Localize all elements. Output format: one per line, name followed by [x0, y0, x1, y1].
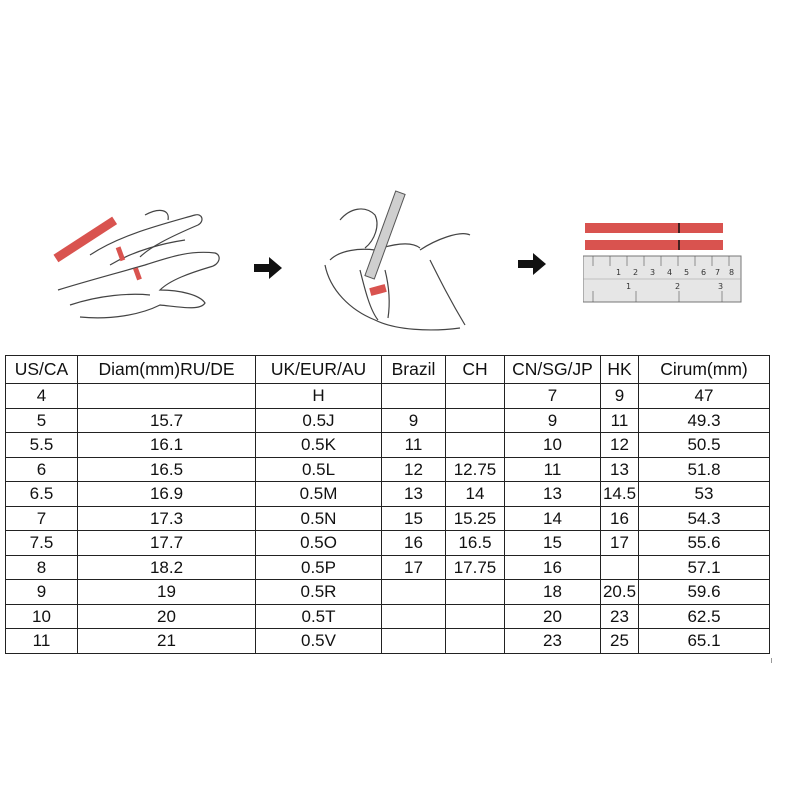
ruler-with-marked-strips-icon — [583, 221, 743, 311]
table-cell: 5 — [6, 408, 78, 433]
table-cell: 65.1 — [639, 629, 770, 654]
table-cell: 21 — [78, 629, 256, 654]
ruler-number: 2 — [633, 268, 639, 277]
table-cell: 0.5N — [256, 506, 382, 531]
table-cell: 9 — [505, 408, 601, 433]
table-row — [6, 629, 770, 654]
table-cell: 23 — [505, 629, 601, 654]
table-cell: 16 — [601, 506, 639, 531]
table-cell — [446, 408, 505, 433]
table-cell: 7 — [6, 506, 78, 531]
table-cell: 15 — [382, 506, 446, 531]
table-cell: 13 — [382, 482, 446, 507]
table-cell: 11 — [382, 433, 446, 458]
table-cell: 51.8 — [639, 457, 770, 482]
ruler-number: 6 — [701, 268, 707, 277]
header-cn-sg-jp: CN/SG/JP — [505, 356, 601, 384]
table-row — [6, 506, 770, 531]
table-cell: 17.3 — [78, 506, 256, 531]
table-cell — [601, 555, 639, 580]
table-cell: 18 — [505, 580, 601, 605]
table-cell: 20 — [505, 604, 601, 629]
header-diam-ru-de: Diam(mm)RU/DE — [78, 356, 256, 384]
table-cell: 15.7 — [78, 408, 256, 433]
table-cell — [446, 384, 505, 409]
ruler-number: 4 — [667, 268, 673, 277]
table-cell: 0.5T — [256, 604, 382, 629]
table-row — [6, 384, 770, 409]
table-cell: 9 — [382, 408, 446, 433]
table-cell: 47 — [639, 384, 770, 409]
table-cell: 50.5 — [639, 433, 770, 458]
table-cell: 6 — [6, 457, 78, 482]
table-cell: 16.9 — [78, 482, 256, 507]
table-cell — [382, 604, 446, 629]
stray-mark — [771, 658, 772, 663]
table-cell: 14 — [505, 506, 601, 531]
table-cell: 19 — [78, 580, 256, 605]
table-cell: 20.5 — [601, 580, 639, 605]
table-cell: 0.5K — [256, 433, 382, 458]
table-cell: 6.5 — [6, 482, 78, 507]
header-us-ca: US/CA — [6, 356, 78, 384]
table-cell: 17.7 — [78, 531, 256, 556]
table-cell: 12 — [601, 433, 639, 458]
header-hk: HK — [601, 356, 639, 384]
table-cell: 59.6 — [639, 580, 770, 605]
ruler-number: 3 — [650, 268, 656, 277]
table-cell: 55.6 — [639, 531, 770, 556]
table-cell: 13 — [601, 457, 639, 482]
ring-size-table — [5, 355, 770, 654]
table-cell: 11 — [505, 457, 601, 482]
table-cell: 54.3 — [639, 506, 770, 531]
table-cell: 13 — [505, 482, 601, 507]
table-cell — [382, 580, 446, 605]
table-cell: 16 — [505, 555, 601, 580]
table-cell: 9 — [6, 580, 78, 605]
table-header-row — [6, 356, 770, 384]
table-cell — [382, 384, 446, 409]
table-cell: 15 — [505, 531, 601, 556]
table-cell: 17.75 — [446, 555, 505, 580]
table-cell: 10 — [6, 604, 78, 629]
table-cell: 16.5 — [78, 457, 256, 482]
table-row — [6, 482, 770, 507]
header-uk-eur-au: UK/EUR/AU — [256, 356, 382, 384]
table-cell: 18.2 — [78, 555, 256, 580]
ruler-number: 2 — [675, 282, 681, 291]
table-cell: 5.5 — [6, 433, 78, 458]
arrow-right-icon — [254, 257, 282, 279]
table-cell: 62.5 — [639, 604, 770, 629]
pen-marking-strip-on-finger-icon — [320, 190, 480, 340]
table-cell: 4 — [6, 384, 78, 409]
table-cell: 11 — [6, 629, 78, 654]
table-cell — [446, 580, 505, 605]
table-cell: 11 — [601, 408, 639, 433]
header-ch: CH — [446, 356, 505, 384]
table-cell: 20 — [78, 604, 256, 629]
table-cell: 57.1 — [639, 555, 770, 580]
table-cell: 49.3 — [639, 408, 770, 433]
header-circum: Cirum(mm) — [639, 356, 770, 384]
table-cell — [446, 629, 505, 654]
ruler-number: 8 — [729, 268, 735, 277]
table-cell: 17 — [601, 531, 639, 556]
arrow-right-icon — [518, 253, 546, 275]
ruler-number: 3 — [718, 282, 724, 291]
table-cell — [78, 384, 256, 409]
table-cell: 16.5 — [446, 531, 505, 556]
table-row — [6, 457, 770, 482]
table-cell: 17 — [382, 555, 446, 580]
header-brazil: Brazil — [382, 356, 446, 384]
table-cell: 9 — [601, 384, 639, 409]
table-row — [6, 604, 770, 629]
table-cell: 0.5R — [256, 580, 382, 605]
table-cell: 16 — [382, 531, 446, 556]
table-row — [6, 555, 770, 580]
table-cell: 10 — [505, 433, 601, 458]
table-cell — [446, 604, 505, 629]
ruler-number: 1 — [616, 268, 622, 277]
table-cell — [382, 629, 446, 654]
ruler-number: 5 — [684, 268, 690, 277]
table-cell: 16.1 — [78, 433, 256, 458]
table-cell: 12.75 — [446, 457, 505, 482]
table-cell: 7 — [505, 384, 601, 409]
table-cell: 8 — [6, 555, 78, 580]
table-cell: 23 — [601, 604, 639, 629]
table-cell: 7.5 — [6, 531, 78, 556]
table-row — [6, 531, 770, 556]
table-cell: H — [256, 384, 382, 409]
hand-with-paper-strip-icon — [50, 195, 230, 335]
table-cell: 14.5 — [601, 482, 639, 507]
table-cell: 0.5J — [256, 408, 382, 433]
table-row — [6, 408, 770, 433]
table-cell: 0.5O — [256, 531, 382, 556]
table-cell: 0.5L — [256, 457, 382, 482]
table-row — [6, 433, 770, 458]
table-cell: 0.5P — [256, 555, 382, 580]
instruction-steps — [0, 185, 800, 345]
table-cell: 25 — [601, 629, 639, 654]
table-cell: 53 — [639, 482, 770, 507]
table-cell: 15.25 — [446, 506, 505, 531]
ruler-number: 7 — [715, 268, 721, 277]
table-cell: 0.5M — [256, 482, 382, 507]
table-row — [6, 580, 770, 605]
table-cell: 0.5V — [256, 629, 382, 654]
table-cell: 12 — [382, 457, 446, 482]
table-cell — [446, 433, 505, 458]
table-cell: 14 — [446, 482, 505, 507]
ruler-number: 1 — [626, 282, 632, 291]
